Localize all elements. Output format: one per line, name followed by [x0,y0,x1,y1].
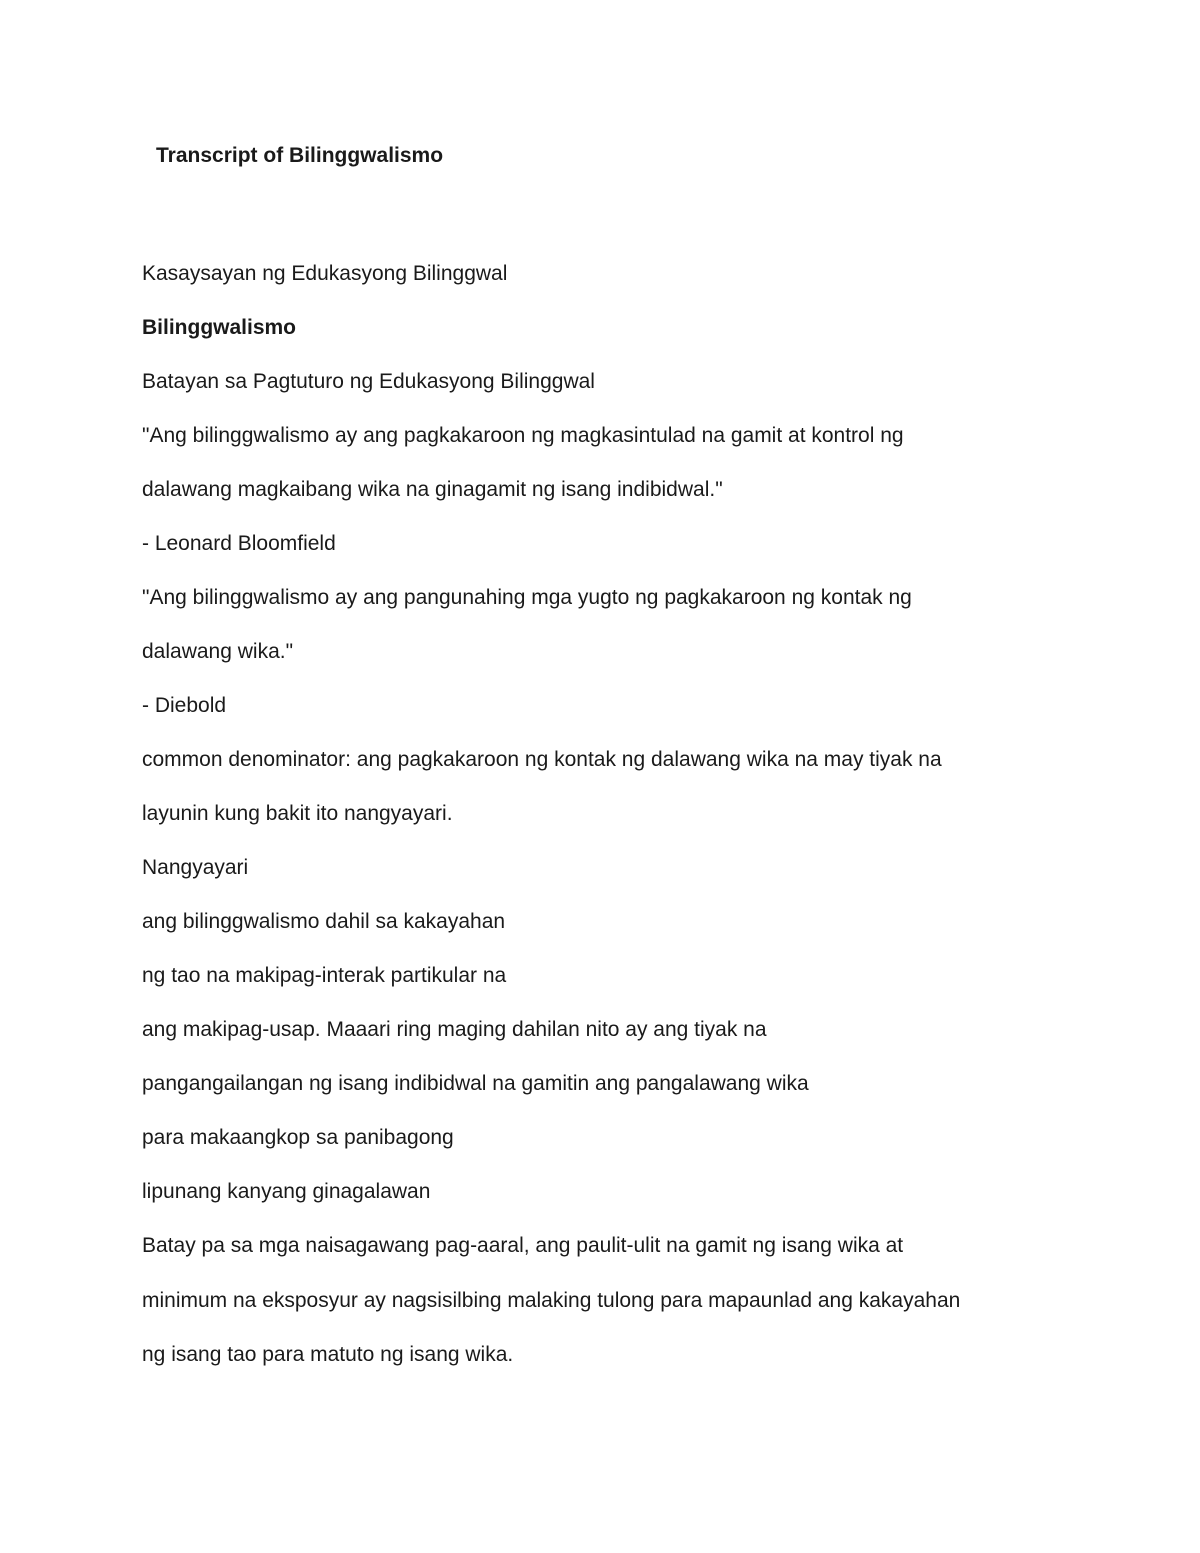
quote-attribution-bloomfield: - Leonard Bloomfield [142,532,336,555]
quote-bloomfield-line-2: dalawang magkaibang wika na ginagamit ng isang indibidwal." [142,478,723,501]
paragraph-line: common denominator: ang pagkakaroon ng kontak ng dalawang wika na may tiyak na [142,748,942,771]
quote-bloomfield-line-1: "Ang bilinggwalismo ay ang pagkakaroon ng magkasintulad na gamit at kontrol ng [142,424,904,447]
paragraph-line: Batayan sa Pagtuturo ng Edukasyong Bilinggwal [142,370,595,393]
paragraph-line: ang makipag-usap. Maaari ring maging dahilan nito ay ang tiyak na [142,1018,767,1041]
paragraph-line: Batay pa sa mga naisagawang pag-aaral, ang paulit-ulit na gamit ng isang wika at [142,1234,904,1257]
paragraph-line: pangangailangan ng isang indibidwal na gamitin ang pangalawang wika [142,1072,809,1095]
paragraph-line: para makaangkop sa panibagong [142,1126,454,1149]
section-heading-bilinggwalismo: Bilinggwalismo [142,316,297,339]
quote-diebold-line-1: "Ang bilinggwalismo ay ang pangunahing mga yugto ng pagkakaroon ng kontak ng [142,586,912,609]
paragraph-line: Nangyayari [142,856,249,879]
document-title: Transcript of Bilinggwalismo [156,144,444,167]
section-heading-history: Kasaysayan ng Edukasyong Bilinggwal [142,262,508,285]
paragraph-line: ng tao na makipag-interak partikular na [142,964,507,987]
paragraph-line: layunin kung bakit ito nangyayari. [142,802,453,825]
paragraph-line: minimum na eksposyur ay nagsisilbing malaking tulong para mapaunlad ang kakayahan [142,1289,961,1312]
quote-attribution-diebold: - Diebold [142,694,227,717]
quote-diebold-line-2: dalawang wika." [142,640,294,663]
paragraph-line: ng isang tao para matuto ng isang wika. [142,1343,514,1366]
paragraph-line: ang bilinggwalismo dahil sa kakayahan [142,910,506,933]
paragraph-line: lipunang kanyang ginagalawan [142,1180,431,1203]
